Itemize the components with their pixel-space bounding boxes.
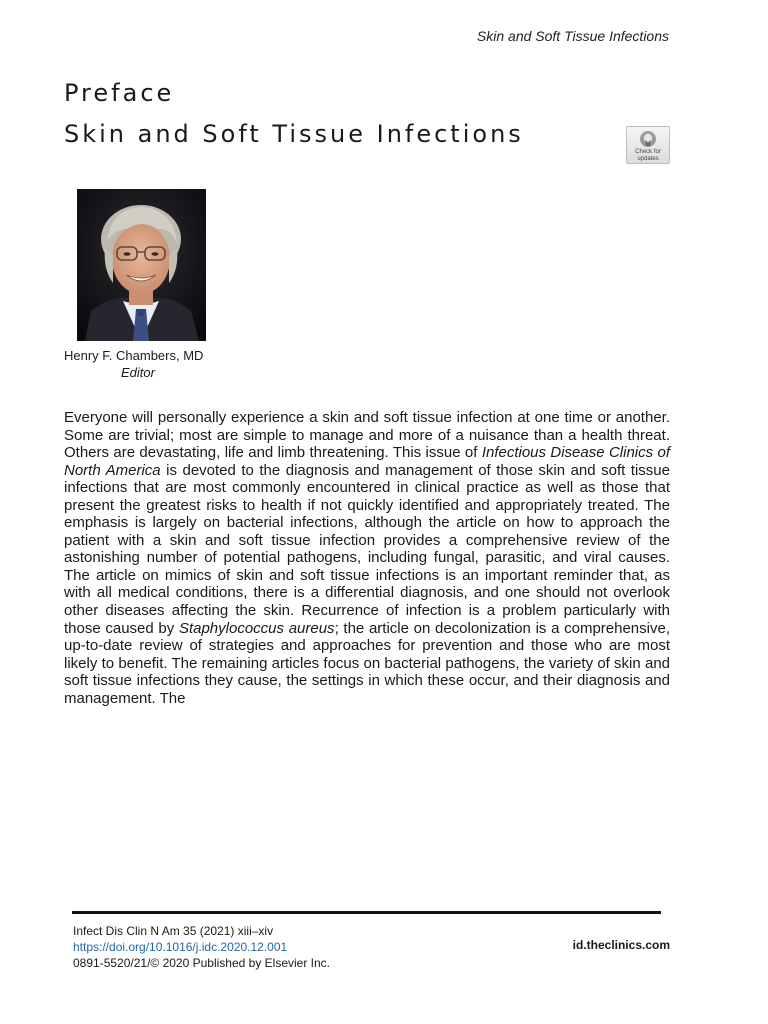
footer-citation-block	[73, 923, 330, 971]
badge-line-1: Check for	[635, 149, 661, 155]
copyright: 0891-5520/21/© 2020 Published by Elsevier Inc.	[73, 956, 331, 970]
author-name: Henry F. Chambers, MD	[64, 348, 204, 363]
footer-divider	[72, 911, 661, 914]
author-portrait	[77, 189, 206, 341]
body-text-segment: ; the article on decolonization is a comprehensive, up-to-date review of strategies and approaches for prevention and those who are most likely to benefit. The remaining articles focus on bacterial pathogens, the variety of skin and soft tissue infections they cause, the settings in which these occur, and their diagnosis and management. The	[64, 619, 670, 707]
article-title: Skin and Soft Tissue Infections	[64, 120, 524, 148]
organism-name: Staphylococcus aureus	[178, 619, 335, 637]
check-for-updates-badge[interactable]	[626, 126, 670, 164]
crossmark-icon	[639, 130, 657, 148]
badge-line-2: updates	[637, 156, 659, 162]
author-role: Editor	[121, 365, 155, 380]
body-text-segment: is devoted to the diagnosis and management of those skin and soft tissue infections that are most commonly encountered in clinical practice as well as those that present the greatest risks to health if not quickly identified and appropriately treated. The emphasis is largely on bacterial infections, although the article on how to approach the patient with a skin and soft tissue infection provides a comprehensive review of the astonishing number of potential pathogens, including fungal, parasitic, and viral causes. The article on mimics of skin and soft tissue infections is an important reminder that, as with all medical conditions, there is a differential diagnosis, and one should not overlook other diseases affecting the skin. Recurrence of infection is a problem particularly with those caused by	[64, 461, 670, 637]
body-text-segment: Everyone will personally experience a skin and soft tissue infection at one time or another. Some are trivial; most are simple to manage and more of a nuisance than a health threat. Others are devastating, life and limb threatening. This issue of	[64, 409, 670, 462]
citation: Infect Dis Clin N Am 35 (2021) xiii–xiv	[73, 924, 274, 938]
journal-name: Infectious Disease Clinics of North America	[64, 444, 670, 479]
body-paragraph	[64, 409, 670, 707]
running-header: Skin and Soft Tissue Infections	[476, 28, 669, 44]
doi-link[interactable]: https://doi.org/10.1016/j.idc.2020.12.001	[73, 940, 288, 954]
journal-site-link[interactable]: id.theclinics.com	[572, 938, 670, 952]
section-heading: Preface	[64, 79, 175, 107]
